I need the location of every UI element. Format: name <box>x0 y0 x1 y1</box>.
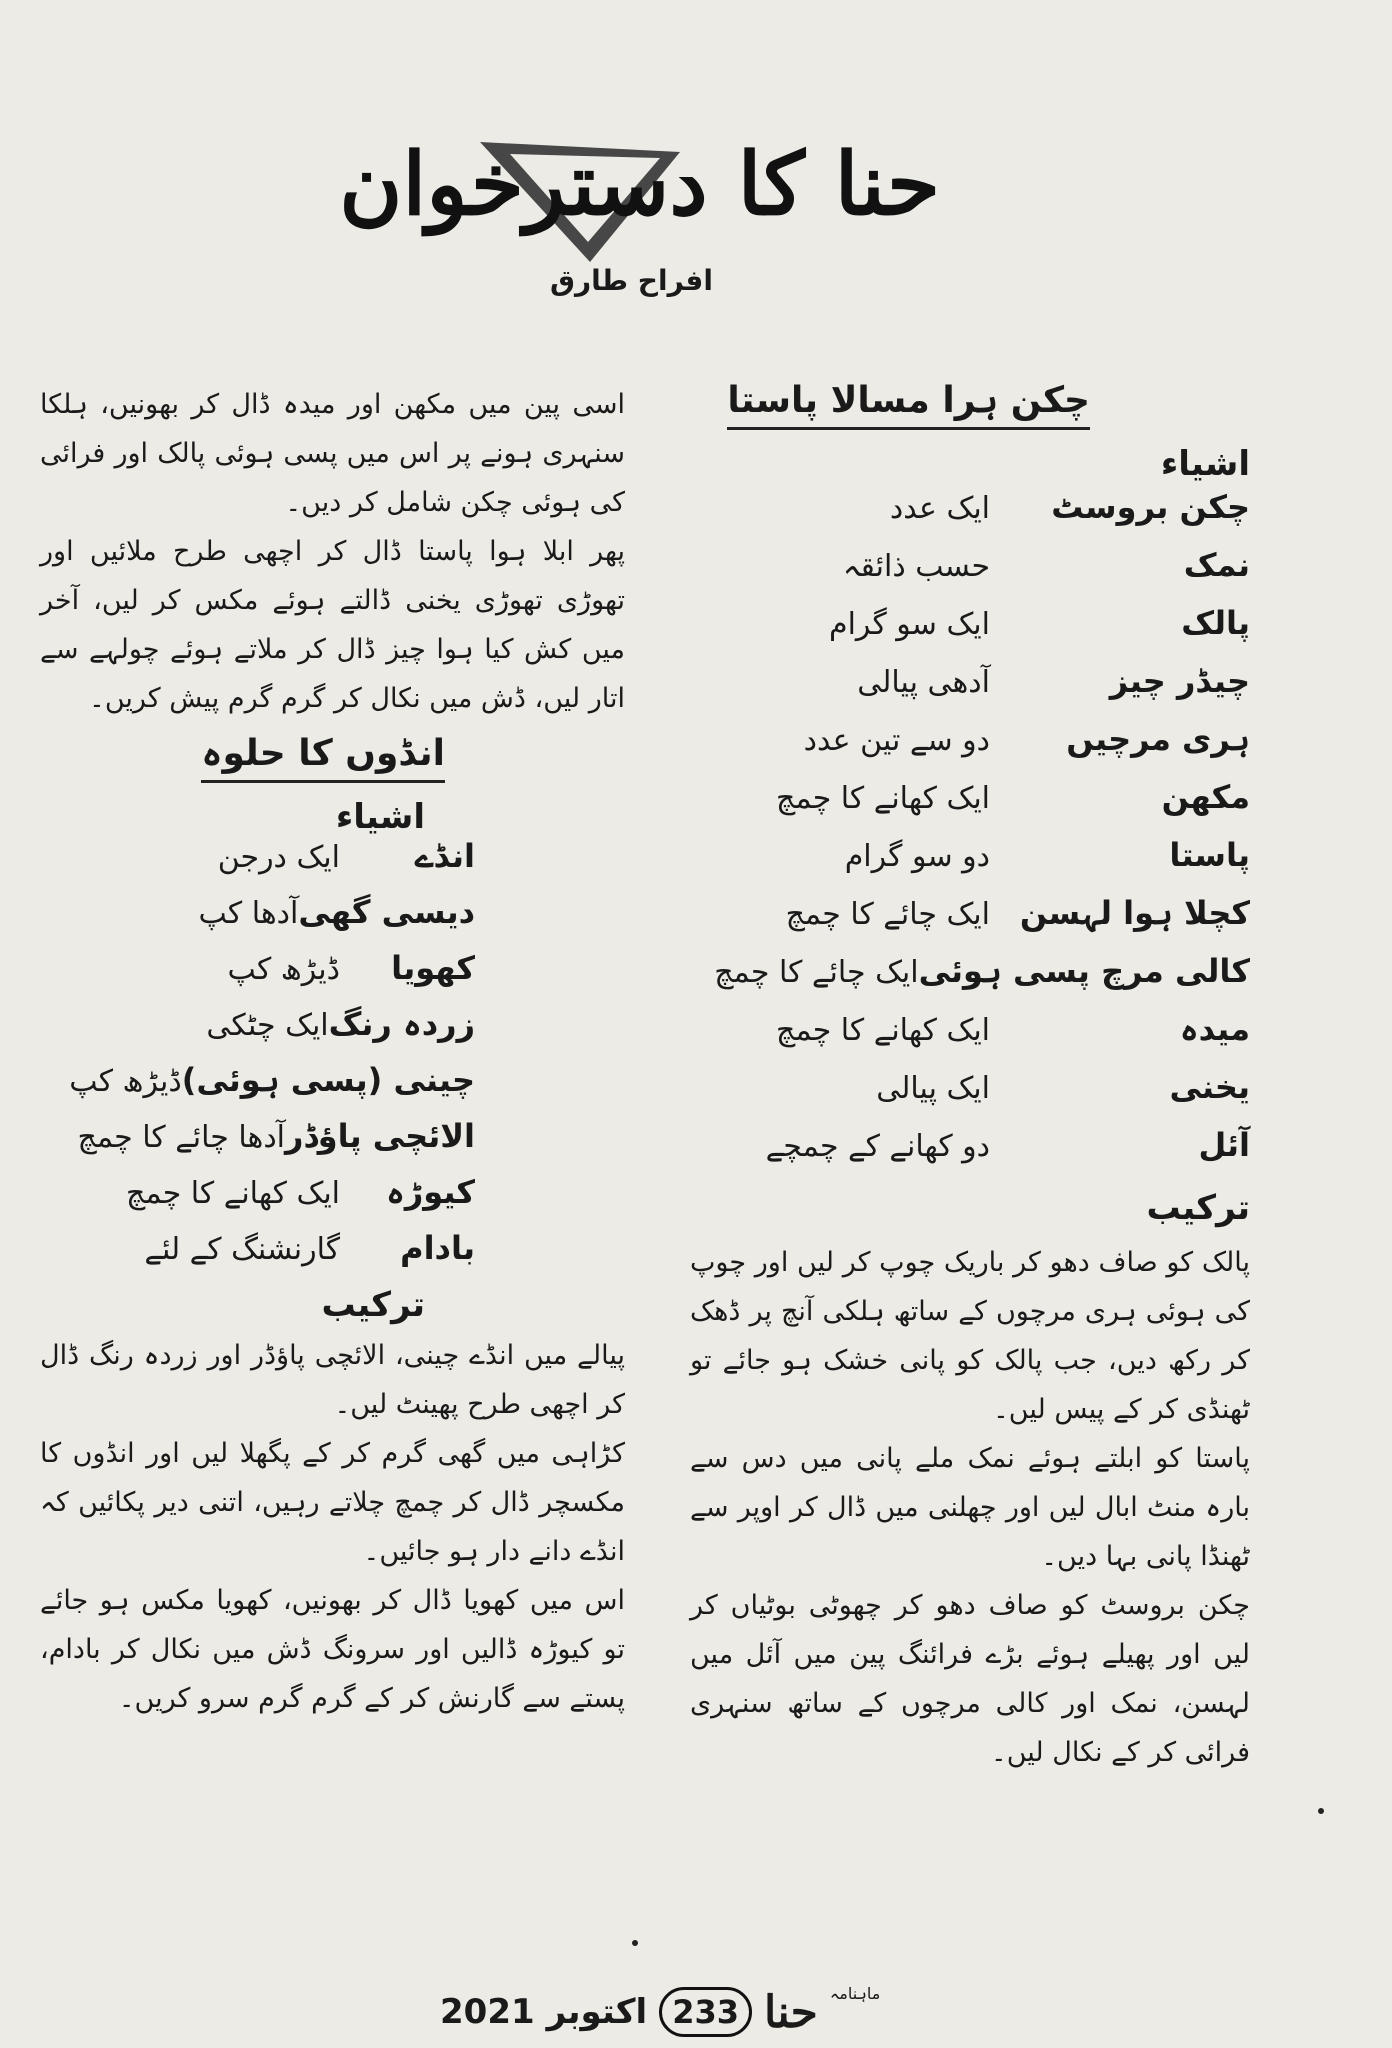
ingredient-row <box>690 662 1250 720</box>
ingredient-quantity: ایک کھانے کا چمچ <box>126 1176 340 1211</box>
ingredient-row <box>690 836 1250 894</box>
ingredient-name: کیوڑہ <box>386 1173 475 1211</box>
ingredient-row <box>690 1010 1250 1068</box>
ingredient-row <box>690 778 1250 836</box>
ingredient-quantity: دو سو گرام <box>844 839 990 874</box>
ingredient-row <box>40 1229 475 1285</box>
ingredient-name: کھویا <box>391 949 475 987</box>
recipe-1-continuation-2: پھر ابلا ہوا پاستا ڈال کر اچھی طرح ملائیں اور تھوڑی تھوڑی یخنی ڈالتے ہوئے مکس کر لیں، آخر میں کش کیا ہوا چیز ڈال کر ملاتے ہوئے چولہے سے اتار لیں، ڈش میں نکال کر گرم گرم پیش کریں۔ <box>40 536 625 714</box>
ingredient-name: یخنی <box>1169 1068 1250 1106</box>
recipe-1-column <box>690 380 1250 1777</box>
magazine-name-small: ماہنامہ <box>829 1984 881 2003</box>
ingredient-row <box>40 893 475 949</box>
ingredient-quantity: ایک چائے کا چمچ <box>785 897 990 932</box>
ingredient-name: مکھن <box>1161 778 1250 816</box>
ingredient-row <box>690 488 1250 546</box>
ingredient-name: آئل <box>1198 1126 1250 1164</box>
ingredient-name: ہری مرچیں <box>1066 720 1250 758</box>
ingredient-quantity: ایک درجن <box>217 840 340 875</box>
page-number: 233 <box>659 1987 752 2037</box>
author-name: افراح طارق <box>550 264 713 297</box>
recipe-1-step-1: پالک کو صاف دھو کر باریک چوپ کر لیں اور چوپ کی ہوئی ہری مرچوں کے ساتھ ہلکی آنچ پر ڈھک کر رکھ دیں، جب پالک کو پانی خشک ہو جائے تو ٹھنڈی کر کے پیس لیں۔ <box>690 1247 1250 1425</box>
print-dot <box>632 1940 638 1946</box>
ingredient-row <box>690 1068 1250 1126</box>
ingredient-name: دیسی گھی <box>298 893 475 931</box>
ingredient-quantity: ایک سو گرام <box>829 607 990 642</box>
recipe-1-ingredients-label: اشیاء <box>1160 444 1250 484</box>
issue-month: اکتوبر <box>546 1992 648 2032</box>
recipe-2-ingredients-label: اشیاء <box>335 797 425 837</box>
ingredient-row <box>690 1126 1250 1184</box>
ingredient-row <box>40 949 475 1005</box>
ingredient-quantity: دو کھانے کے چمچے <box>765 1129 990 1164</box>
ingredient-row <box>690 604 1250 662</box>
ingredient-row <box>690 952 1250 1010</box>
ingredient-name: پاستا <box>1169 836 1250 874</box>
ingredient-quantity: آدھی پیالی <box>857 665 990 700</box>
ingredient-name: زردہ رنگ <box>328 1005 475 1043</box>
recipe-2-step-2: کڑاہی میں گھی گرم کر کے پگھلا لیں اور انڈوں کا مکسچر ڈال کر چمچ چلاتے رہیں، اتنی دیر پکائیں کہ انڈے دانے دار ہو جائیں۔ <box>40 1438 625 1567</box>
ingredient-quantity: ایک کھانے کا چمچ <box>776 781 990 816</box>
ingredient-quantity: ایک پیالی <box>876 1071 990 1106</box>
recipe-1-title: چکن ہرا مسالا پاستا <box>727 380 1090 430</box>
ingredient-name: نمک <box>1183 546 1250 584</box>
ingredient-name: الائچی پاؤڈر <box>285 1117 475 1155</box>
recipe-2-ingredient-list <box>40 837 475 1285</box>
page-header <box>339 112 950 312</box>
ingredient-name: پالک <box>1181 604 1250 642</box>
ingredient-row <box>40 1005 475 1061</box>
ingredient-row <box>40 1061 475 1117</box>
ingredient-row <box>690 720 1250 778</box>
recipe-2-step-1: پیالے میں انڈے چینی، الائچی پاؤڈر اور زردہ رنگ ڈال کر اچھی طرح پھینٹ لیں۔ <box>40 1340 625 1420</box>
ingredient-name: کچلا ہوا لہسن <box>1019 894 1250 932</box>
recipe-1-method-label: ترکیب <box>1146 1188 1250 1228</box>
recipe-2-title: انڈوں کا حلوہ <box>201 733 445 783</box>
ingredient-quantity: ایک چائے کا چمچ <box>714 955 919 990</box>
ingredient-quantity: گارنشنگ کے لئے <box>144 1232 340 1267</box>
recipe-1-step-3: چکن بروسٹ کو صاف دھو کر چھوٹی بوٹیاں کر لیں اور پھیلے ہوئے بڑے فرائنگ پین میں آئل میں لہسن، نمک اور کالی مرچوں کے ساتھ سنہری فرائی کر کے نکال لیں۔ <box>690 1590 1250 1768</box>
ingredient-name: میدہ <box>1179 1010 1250 1048</box>
ingredient-row <box>690 894 1250 952</box>
ingredient-name: چینی (پسی ہوئی) <box>181 1061 475 1099</box>
ingredient-quantity: ایک چٹکی <box>206 1008 329 1043</box>
recipe-1-continuation-1: اسی پین میں مکھن اور میدہ ڈال کر بھونیں، ہلکا سنہری ہونے پر اس میں پسی ہوئی پالک اور فرائی کی ہوئی چکن شامل کر دیں۔ <box>40 389 625 518</box>
ingredient-name: انڈے <box>414 837 475 875</box>
ingredient-quantity: ڈیڑھ کپ <box>227 952 340 987</box>
issue-year: 2021 <box>440 1992 535 2032</box>
left-column <box>40 380 625 1723</box>
recipe-2-method-label: ترکیب <box>321 1285 425 1325</box>
page-title: حنا کا دسترخوان <box>339 134 940 235</box>
ingredient-row <box>40 837 475 893</box>
page-footer <box>440 1984 880 2040</box>
ingredient-quantity: دو سے تین عدد <box>803 723 990 758</box>
ingredient-row <box>40 1117 475 1173</box>
ingredient-name: بادام <box>400 1229 475 1267</box>
recipe-2-step-3: اس میں کھویا ڈال کر بھونیں، کھویا مکس ہو جائے تو کیوڑہ ڈالیں اور سرونگ ڈش میں نکال کر بادام، پستے سے گارنش کر کے گرم گرم سرو کریں۔ <box>40 1585 625 1714</box>
recipe-1-ingredient-list <box>690 488 1250 1184</box>
ingredient-name: چیڈر چیز <box>1109 662 1250 700</box>
ingredient-quantity: آدھا کپ <box>198 896 299 931</box>
ingredient-row <box>40 1173 475 1229</box>
recipe-1-step-2: پاستا کو ابلتے ہوئے نمک ملے پانی میں دس سے بارہ منٹ ابال لیں اور چھلنی میں ڈال کر اوپر سے ٹھنڈا پانی بہا دیں۔ <box>690 1443 1250 1572</box>
ingredient-quantity: ایک عدد <box>889 491 990 526</box>
ingredient-quantity: آدھا چائے کا چمچ <box>77 1120 286 1155</box>
magazine-name: حنا <box>763 1986 818 2038</box>
ingredient-quantity: حسب ذائقہ <box>842 549 990 584</box>
ingredient-quantity: ایک کھانے کا چمچ <box>776 1013 990 1048</box>
ingredient-row <box>690 546 1250 604</box>
ingredient-name: چکن بروسٹ <box>1051 488 1250 526</box>
print-dot <box>1318 1808 1324 1814</box>
ingredient-quantity: ڈیڑھ کپ <box>69 1064 182 1099</box>
ingredient-name: کالی مرچ پسی ہوئی <box>918 952 1250 990</box>
